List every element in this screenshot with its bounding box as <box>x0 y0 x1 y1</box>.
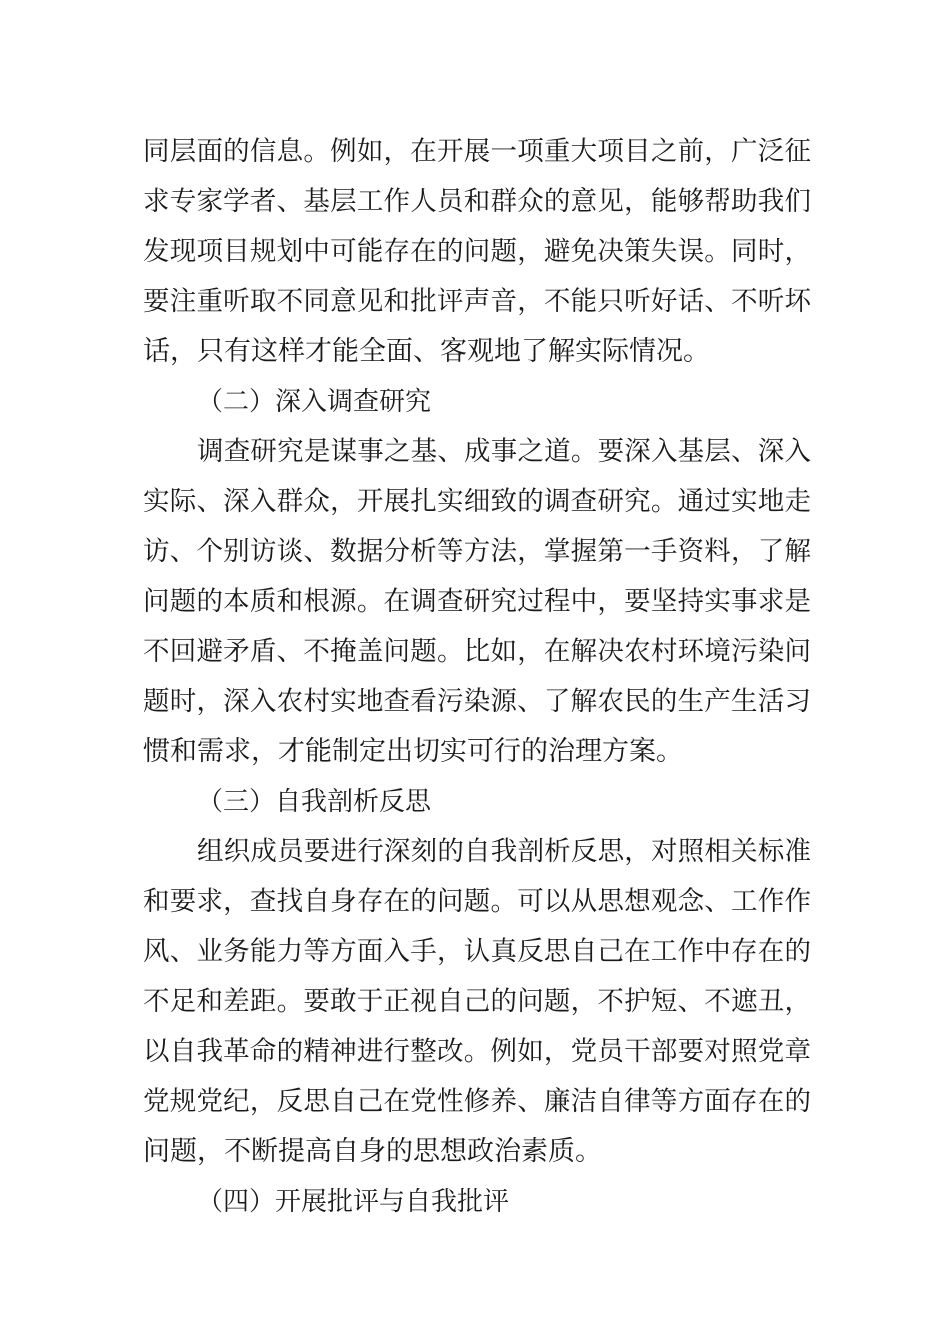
paragraph-line: 要注重听取不同意见和批评声音，不能只听好话、不听坏 <box>143 286 811 317</box>
section-heading-2: （二）深入调查研究 <box>197 387 432 417</box>
section-heading-4: （四）开展批评与自我批评 <box>197 1187 510 1217</box>
paragraph-line: 惯和需求，才能制定出切实可行的治理方案。 <box>143 736 683 767</box>
paragraph-line: 党规党纪，反思自己在党性修养、廉洁自律等方面存在的 <box>143 1086 811 1117</box>
paragraph-line: 风、业务能力等方面入手，认真反思自己在工作中存在的 <box>143 936 811 967</box>
paragraph-line: 发现项目规划中可能存在的问题，避免决策失误。同时， <box>143 236 811 267</box>
paragraph-line: 访、个别访谈、数据分析等方法，掌握第一手资料，了解 <box>143 536 811 567</box>
paragraph-line: 话，只有这样才能全面、客观地了解实际情况。 <box>143 336 710 367</box>
paragraph-line: 不回避矛盾、不掩盖问题。比如，在解决农村环境污染问 <box>143 636 811 667</box>
paragraph-line: 组织成员要进行深刻的自我剖析反思，对照相关标准 <box>197 836 811 867</box>
paragraph-line: 题时，深入农村实地查看污染源、了解农民的生产生活习 <box>143 686 811 717</box>
paragraph-line: 问题，不断提高自身的思想政治素质。 <box>143 1136 602 1167</box>
paragraph-line: 求专家学者、基层工作人员和群众的意见，能够帮助我们 <box>143 186 811 217</box>
paragraph-line: 以自我革命的精神进行整改。例如，党员干部要对照党章 <box>143 1036 811 1067</box>
paragraph-line: 不足和差距。要敢于正视自己的问题，不护短、不遮丑， <box>143 986 811 1017</box>
paragraph-line: 实际、深入群众，开展扎实细致的调查研究。通过实地走 <box>143 486 811 517</box>
paragraph-line: 和要求，查找自身存在的问题。可以从思想观念、工作作 <box>143 886 811 917</box>
paragraph-line: 问题的本质和根源。在调查研究过程中，要坚持实事求是 <box>143 586 811 617</box>
section-heading-3: （三）自我剖析反思 <box>197 787 432 817</box>
paragraph-line: 调查研究是谋事之基、成事之道。要深入基层、深入 <box>197 436 811 467</box>
paragraph-line: 同层面的信息。例如，在开展一项重大项目之前，广泛征 <box>143 136 811 167</box>
